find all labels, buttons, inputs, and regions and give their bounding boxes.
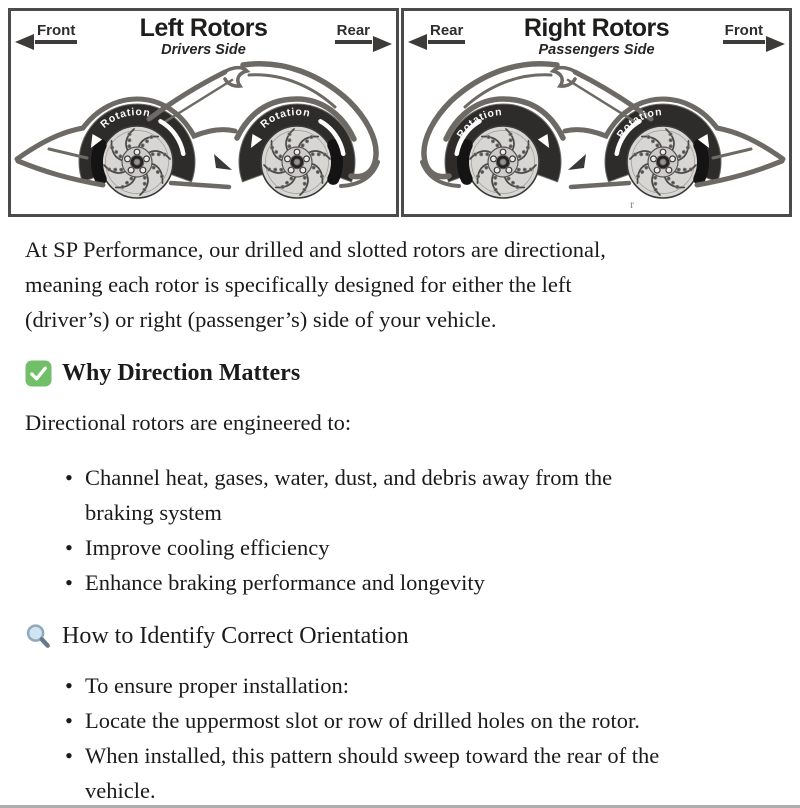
list-item-line: • Enhance braking performance and longevity — [85, 570, 485, 595]
right-arrow-icon — [766, 36, 785, 52]
right-car-illustration — [404, 55, 789, 213]
intro-line: (driver’s) or right (passenger’s) side of your vehicle. — [25, 307, 497, 332]
list-item-line: • To ensure proper installation: — [85, 673, 349, 698]
list-item-line: • Locate the uppermost slot or row of drilled holes on the rotor. — [85, 708, 640, 733]
article-body — [0, 217, 800, 808]
list-item-line: vehicle. — [85, 778, 156, 803]
heading-text: How to Identify Correct Orientation — [62, 623, 409, 649]
panel-title-block — [524, 16, 669, 58]
list-item — [85, 565, 770, 600]
right-rotors-panel — [401, 8, 792, 217]
list-item — [85, 530, 770, 565]
why-direction-matters-heading — [25, 357, 770, 389]
list-item-line: • When installed, this pattern should sweep toward the rear of the — [85, 743, 660, 768]
rotor-direction-diagram — [8, 8, 795, 217]
identify-orientation-heading — [25, 620, 770, 652]
front-direction-label — [35, 22, 77, 44]
rear-direction-label — [428, 22, 465, 44]
intro-line: meaning each rotor is specifically designed for either the left — [25, 272, 572, 297]
check-mark-icon — [25, 360, 52, 387]
panel-title: Right Rotors — [523, 14, 670, 42]
left-arrow-icon — [15, 34, 34, 50]
panel-subtitle: Passengers Side — [538, 42, 655, 58]
direction-text: Rear — [336, 22, 370, 39]
right-panel-header — [404, 16, 789, 58]
right-arrow-icon — [373, 36, 392, 52]
direction-text: Front — [724, 22, 763, 39]
intro-line: At SP Performance, our drilled and slotted rotors are directional, — [25, 237, 606, 262]
list-item-line: • Channel heat, gases, water, dust, and debris away from the — [85, 465, 613, 490]
direction-text: Rear — [430, 22, 464, 39]
list-item — [85, 738, 770, 808]
direction-text: Front — [37, 22, 76, 39]
left-rotors-panel — [8, 8, 399, 217]
rear-direction-label — [335, 22, 372, 44]
list-item — [85, 460, 770, 530]
heading-text: Why Direction Matters — [62, 360, 301, 386]
panel-title-block — [140, 16, 268, 58]
left-car-illustration — [11, 55, 396, 213]
panel-subtitle: Drivers Side — [161, 42, 246, 58]
left-panel-header — [11, 16, 396, 58]
list-item — [85, 703, 770, 738]
list-item — [85, 668, 770, 703]
benefits-list — [25, 460, 770, 600]
benefits-lead: Directional rotors are engineered to: — [25, 410, 352, 435]
magnifying-glass-icon — [25, 623, 52, 650]
list-item-line: braking system — [85, 500, 222, 525]
stray-mark: r — [630, 197, 634, 211]
intro-paragraph — [25, 232, 770, 337]
front-direction-label — [723, 22, 765, 44]
list-item-line: • Improve cooling efficiency — [85, 535, 330, 560]
left-arrow-icon — [408, 34, 427, 50]
identification-list — [25, 668, 770, 808]
panel-title: Left Rotors — [139, 14, 268, 42]
